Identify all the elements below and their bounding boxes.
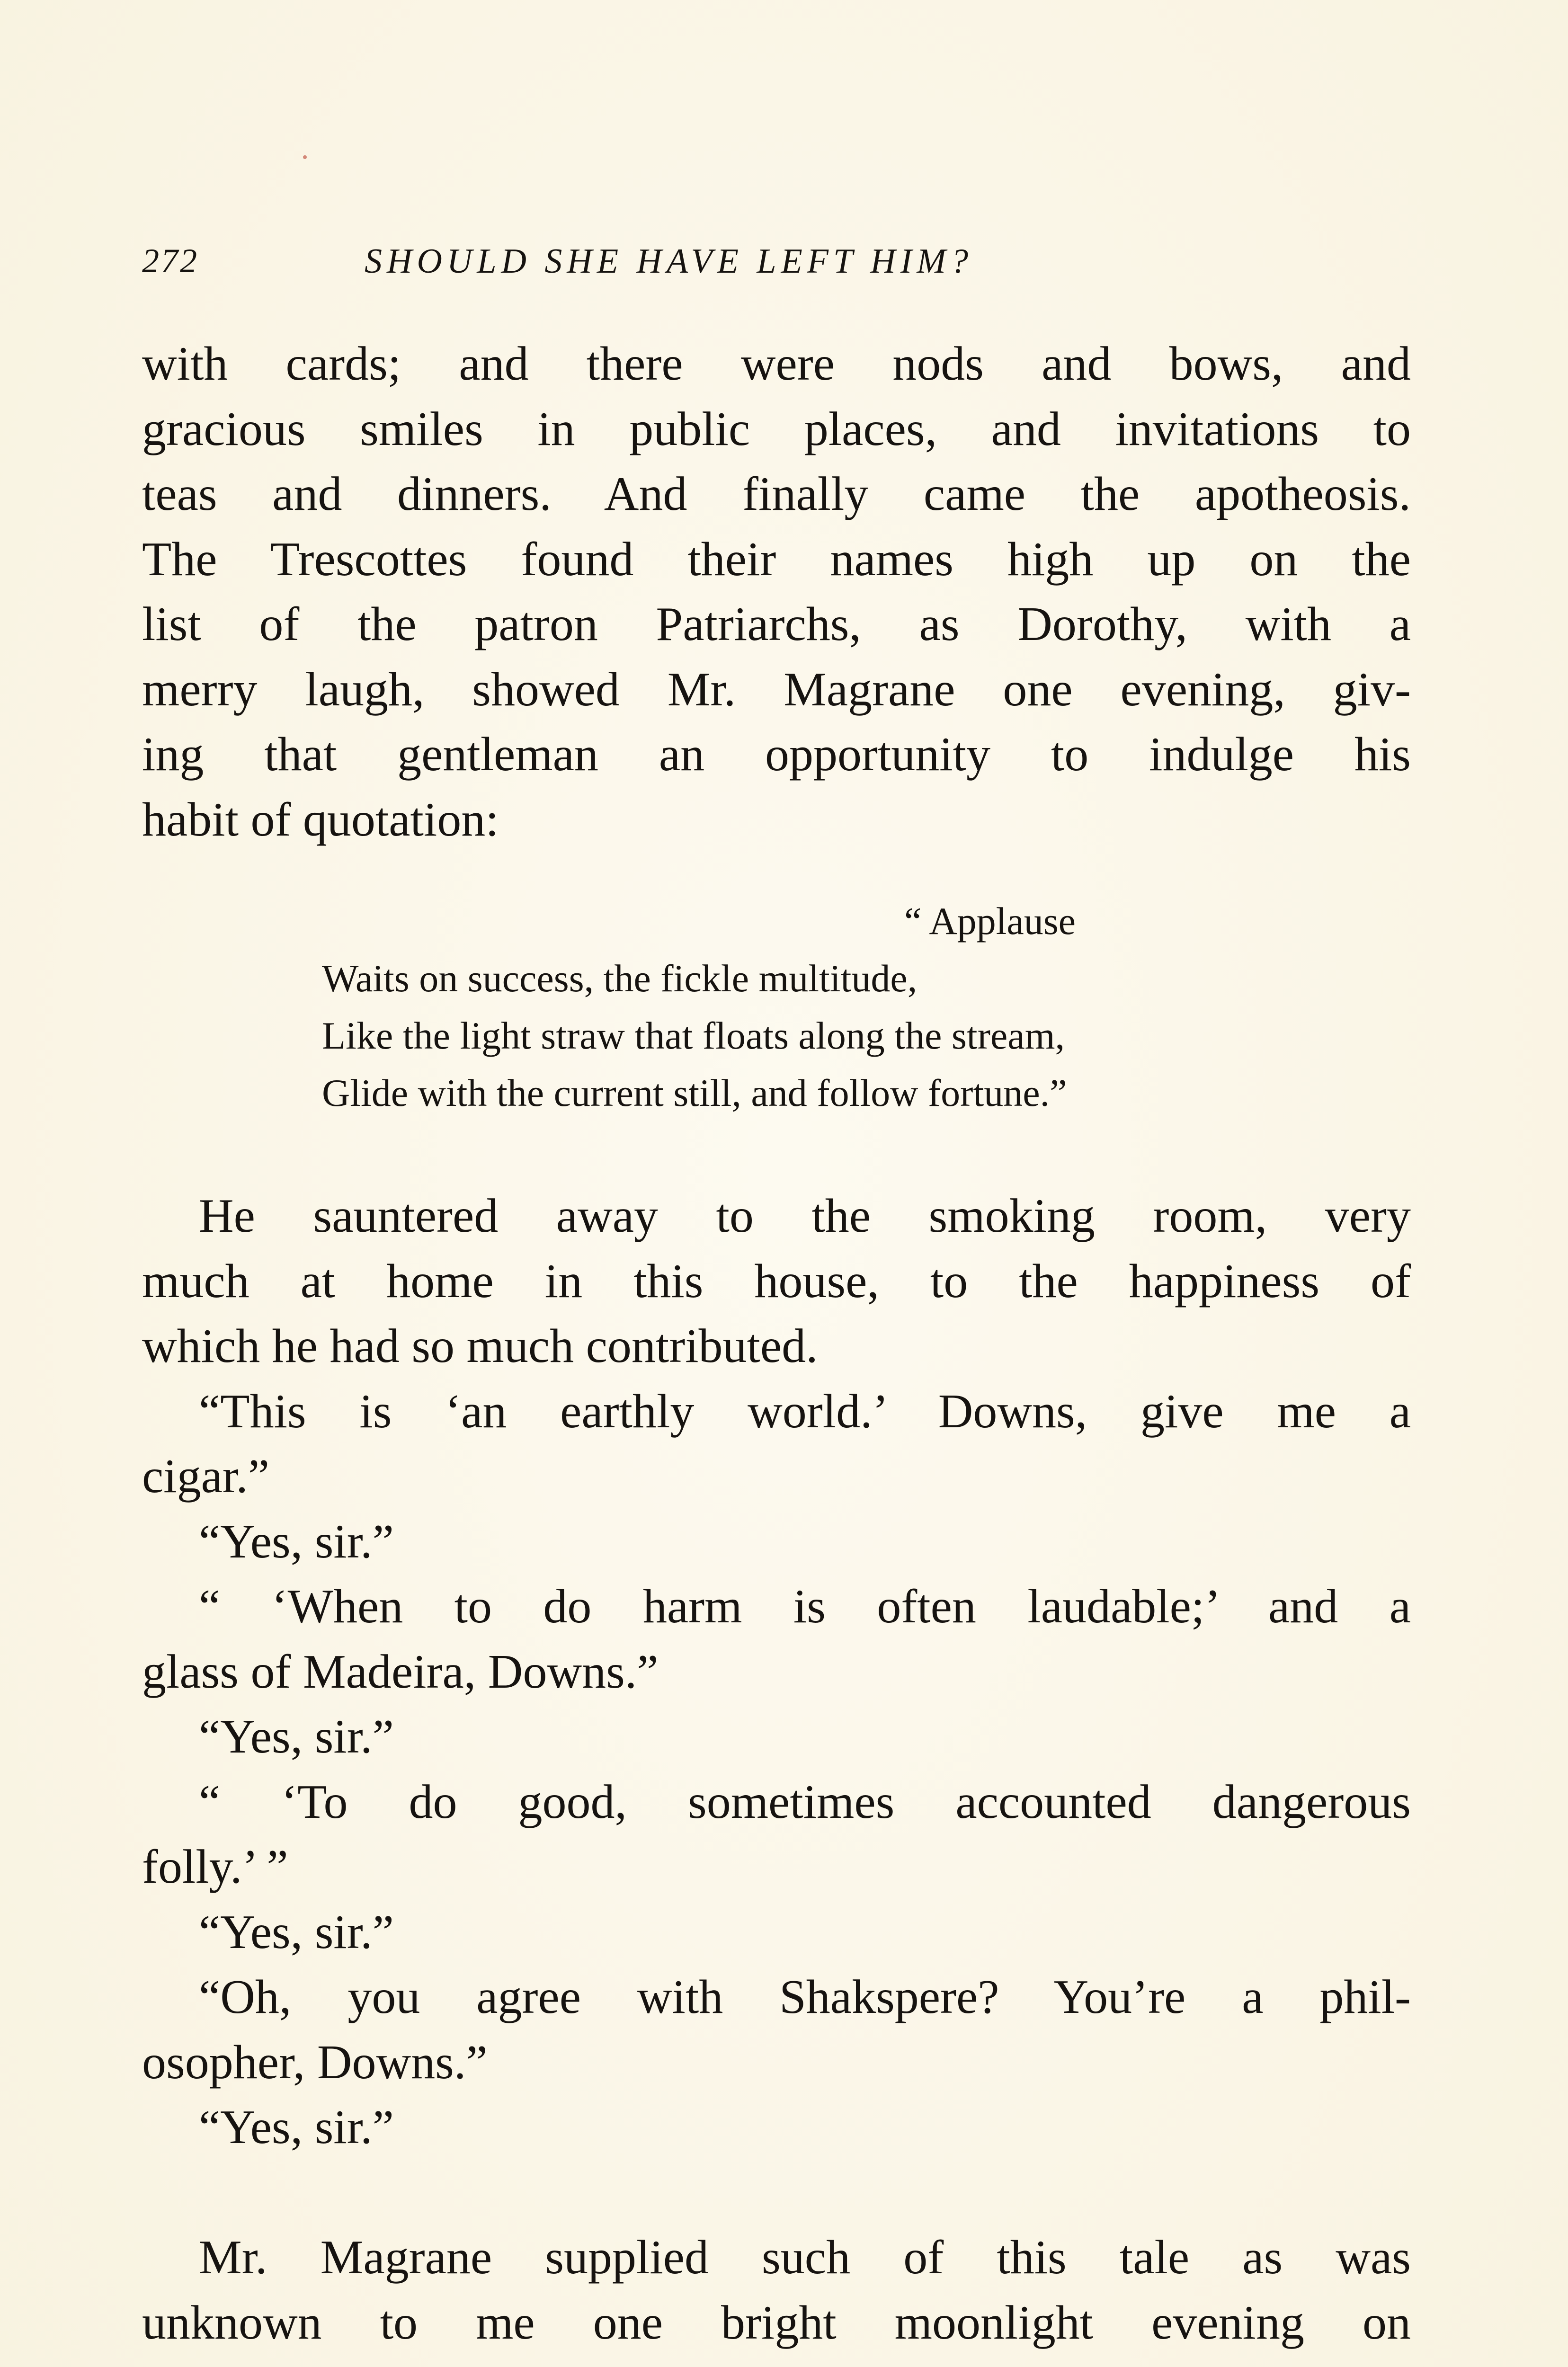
- paragraph-2: [142, 1184, 1411, 2160]
- text-line: “This is ‘an earthly world.’ Downs, give me a: [199, 1384, 1411, 1438]
- text-line: ing that gentleman an opportunity to indulge his: [142, 728, 1411, 781]
- page-header: [142, 241, 1411, 294]
- verse-line: “ Applause: [904, 899, 1076, 943]
- page-number: 272: [142, 242, 199, 280]
- text-line: folly.’ ”: [142, 1840, 288, 1894]
- verse-quotation: [322, 892, 1316, 1121]
- paragraph-1: [142, 331, 1411, 852]
- text-line: “Yes, sir.”: [199, 1514, 394, 1568]
- text-line: which he had so much contributed.: [142, 1319, 818, 1373]
- text-line: Mr. Magrane supplied such of this tale as was: [199, 2231, 1411, 2284]
- text-line: teas and dinners. And finally came the apotheosis.: [142, 467, 1411, 521]
- text-line: gracious smiles in public places, and invitations to: [142, 402, 1411, 456]
- paragraph-3: [142, 2225, 1411, 2355]
- text-line: “Oh, you agree with Shakspere? You’re a phil-: [199, 1970, 1411, 2024]
- text-line: “ ‘When to do harm is often laudable;’ and a: [199, 1580, 1411, 1633]
- text-line: “Yes, sir.”: [199, 1905, 394, 1959]
- text-line: He sauntered away to the smoking room, very: [199, 1189, 1411, 1243]
- text-line: much at home in this house, to the happiness of: [142, 1254, 1411, 1308]
- text-line: The Trescottes found their names high up on the: [142, 532, 1411, 586]
- verse-line: Waits on success, the fickle multitude,: [322, 957, 918, 1000]
- verse-line: Like the light straw that floats along the stream,: [322, 1014, 1065, 1057]
- text-line: list of the patron Patriarchs, as Dorothy, with a: [142, 597, 1411, 651]
- text-line: habit of quotation:: [142, 792, 499, 846]
- text-line: osopher, Downs.”: [142, 2035, 488, 2089]
- text-line: cigar.”: [142, 1450, 269, 1503]
- verse-line: Glide with the current still, and follow fortune.”: [322, 1071, 1067, 1114]
- ink-speck: [303, 155, 307, 159]
- text-line: “Yes, sir.”: [199, 1710, 394, 1763]
- text-line: glass of Madeira, Downs.”: [142, 1645, 659, 1699]
- text-line: “ ‘To do good, sometimes accounted dangerous: [199, 1775, 1411, 1829]
- text-line: with cards; and there were nods and bows, and: [142, 337, 1411, 391]
- running-title: SHOULD SHE HAVE LEFT HIM?: [365, 242, 973, 281]
- text-line: “Yes, sir.”: [199, 2100, 394, 2154]
- text-line: merry laugh, showed Mr. Magrane one evening, giv-: [142, 662, 1411, 716]
- text-line: unknown to me one bright moonlight evening on: [142, 2296, 1411, 2349]
